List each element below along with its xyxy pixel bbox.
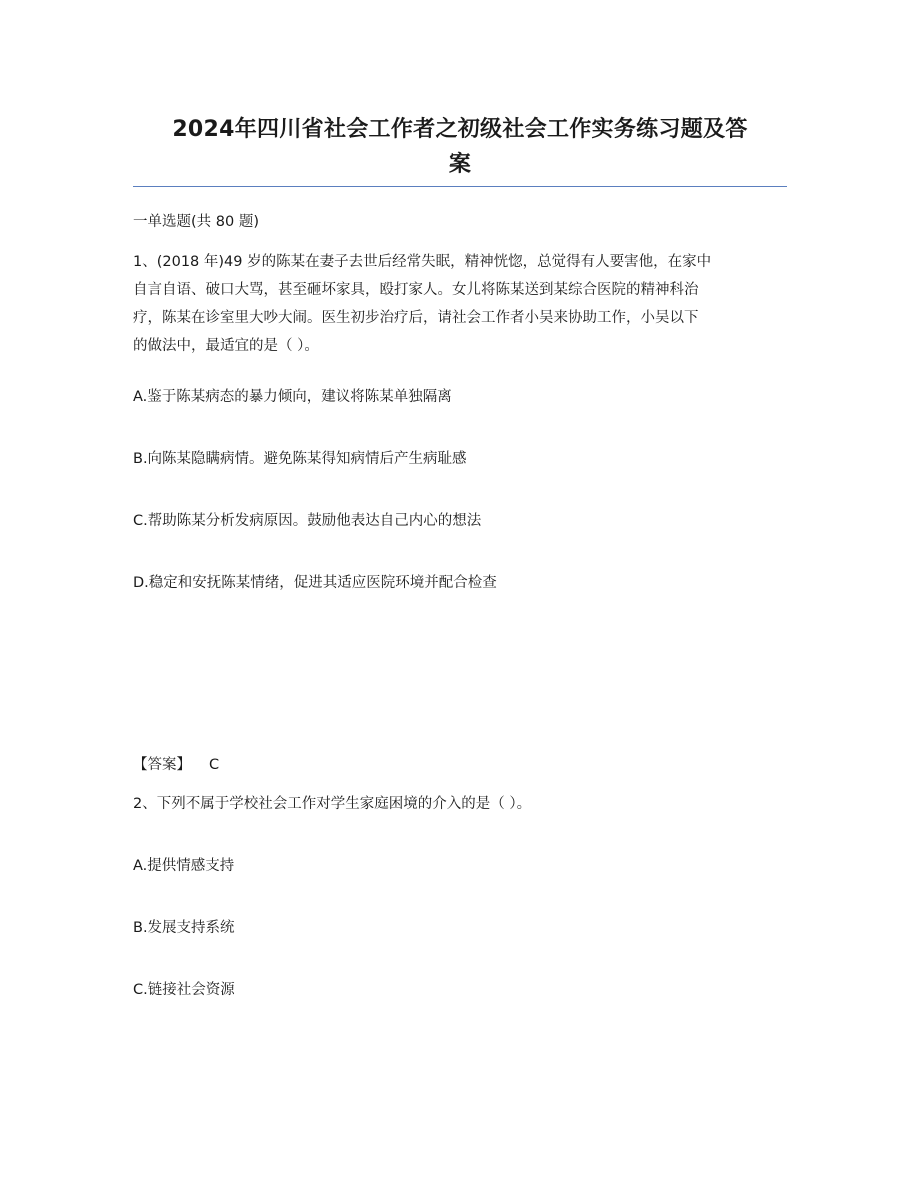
answer-value: C	[209, 757, 220, 773]
question-1-stem-line: 疗，陈某在诊室里大吵大闹。医生初步治疗后，请社会工作者小吴来协助工作，小吴以下	[133, 310, 699, 326]
question-2-stem: 2、下列不属于学校社会工作对学生家庭困境的介入的是（ ）。	[133, 796, 532, 812]
question-1-option-c: C.帮助陈某分析发病原因。鼓励他表达自己内心的想法	[133, 513, 482, 529]
title-divider	[133, 186, 787, 187]
title-line-1: 2024年四川省社会工作者之初级社会工作实务练习题及答	[172, 117, 748, 142]
question-1-answer	[133, 751, 787, 779]
question-1-option-a: A.鉴于陈某病态的暴力倾向，建议将陈某单独隔离	[133, 389, 452, 405]
section-heading: 一单选题(共 80 题)	[133, 214, 259, 230]
question-1-option-b: B.向陈某隐瞒病情。避免陈某得知病情后产生病耻感	[133, 451, 467, 467]
question-1-stem-line: 1、(2018 年)49 岁的陈某在妻子去世后经常失眠，精神恍惚，总觉得有人要害他，在家中	[133, 254, 712, 270]
question-1-stem-line: 自言自语、破口大骂，甚至砸坏家具，殴打家人。女儿将陈某送到某综合医院的精神科治	[133, 282, 699, 298]
question-1-option-d: D.稳定和安抚陈某情绪，促进其适应医院环境并配合检查	[133, 575, 497, 591]
question-2-option-b: B.发展支持系统	[133, 920, 235, 936]
title-line-2: 案	[448, 152, 472, 177]
question-2-option-a: A.提供情感支持	[133, 858, 235, 874]
document-title	[133, 112, 787, 182]
question-2-option-c: C.链接社会资源	[133, 982, 235, 998]
answer-label: 【答案】	[133, 757, 191, 773]
question-1-stem-line: 的做法中，最适宜的是（ ）。	[133, 338, 319, 354]
question-1-stem	[133, 248, 787, 360]
